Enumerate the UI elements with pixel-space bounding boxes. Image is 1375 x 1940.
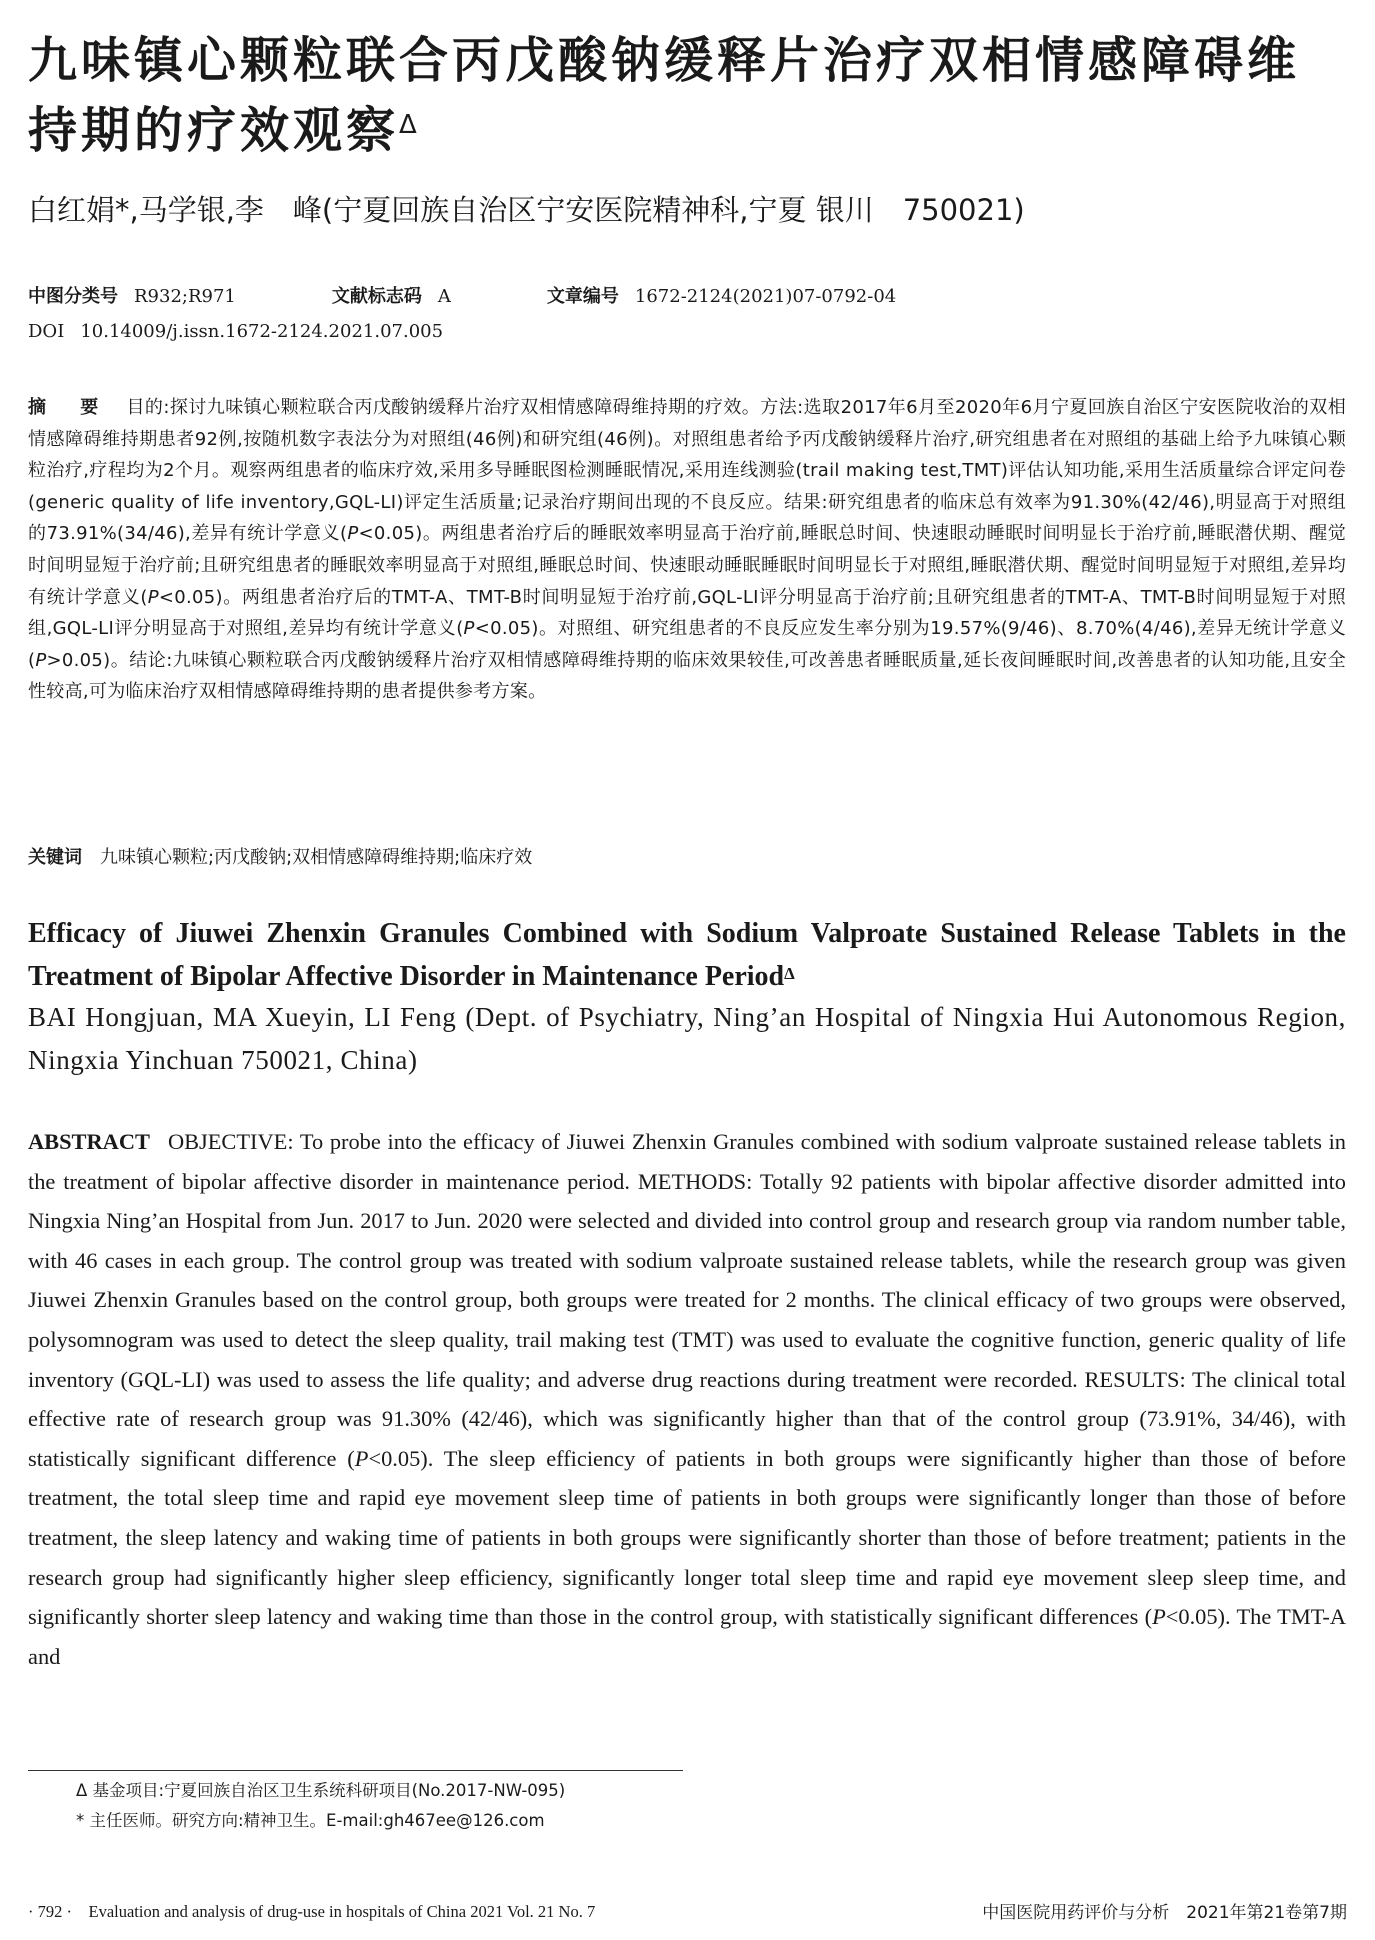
p-symbol: P bbox=[354, 1445, 369, 1471]
p-symbol: P bbox=[35, 649, 47, 671]
clc-label: 中图分类号 bbox=[28, 286, 118, 307]
footnote-divider bbox=[28, 1770, 683, 1771]
english-abstract bbox=[28, 1122, 1346, 1676]
abstract-text: <0.05). The TMT-A and bbox=[28, 1604, 1346, 1669]
english-authors: BAI Hongjuan, MA Xueyin, LI Feng (Dept. of Psychiatry, Ning’an Hospital of Ningxia Hui Autonomous Region, Ningxia Yinchuan 750021, China) bbox=[28, 1002, 1346, 1075]
classification-line bbox=[28, 283, 1348, 311]
english-abstract-label: ABSTRACT bbox=[28, 1129, 150, 1154]
english-title-text: Efficacy of Jiuwei Zhenxin Granules Combined with Sodium Valproate Sustained Release Tablets in the Treatment of Bipolar Affective Disorder in Maintenance Period bbox=[28, 918, 1346, 992]
title-fund-mark: Δ bbox=[399, 110, 421, 140]
article-no-label: 文章编号 bbox=[546, 286, 619, 307]
doi-label: DOI bbox=[28, 321, 65, 342]
doc-code-label: 文献标志码 bbox=[331, 286, 422, 307]
footnote-fund: Δ 基金项目:宁夏回族自治区卫生系统科研项目(No.2017-NW-095) bbox=[76, 1781, 566, 1800]
p-symbol: P bbox=[347, 523, 359, 545]
keywords-label: 关键词 bbox=[28, 847, 82, 868]
p-symbol: P bbox=[1152, 1604, 1166, 1630]
doc-code-value: A bbox=[437, 286, 451, 307]
abstract-text: >0.05)。结论:九味镇心颗粒联合丙戊酸钠缓释片治疗双相情感障碍维持期的临床效果较佳,可改善患者睡眠质量,延长夜间睡眠时间,改善患者的认知功能,且安全性较高,可为临床治疗双相情感障碍维持期的患者提供参考方案。 bbox=[28, 649, 1346, 703]
article-no-value: 1672-2124(2021)07-0792-04 bbox=[634, 286, 897, 307]
abstract-text: <0.05)。对照组、研究组患者的不良反应发生率分别为19.57%(9/46)、8.70%(4/46),差异无统计学意义( bbox=[28, 618, 1346, 671]
abstract-text: OBJECTIVE: To probe into the efficacy of Jiuwei Zhenxin Granules combined with sodium valproate sustained release tablets in the treatment of bipolar affective disorder in maintenance period. METHODS: Totally 92 patients with bipolar affective disorder admitted into Ningxia Ning’an Hospital from Jun. 2017 to Jun. 2020 were selected and divided into control group and research group via random number table, with 46 cases in each group. The control group was treated with sodium valproate sustained release tablets, while the research group was given Jiuwei Zhenxin Granules based on the control group, both groups were treated for 2 months. The clinical efficacy of two groups were observed, polysomnogram was used to detect the sleep quality, trail making test (TMT) was used to evaluate the cognitive function, generic quality of life inventory (GQL-LI) was used to assess the life quality; and adverse drug reactions during treatment were recorded. RESULTS: The clinical total effective rate of research group was 91.30% (42/46), which was significantly higher than that of the control group (73.91%, 34/46), with statistically significant difference ( bbox=[28, 1129, 1346, 1471]
abstract-text: <0.05)。两组患者治疗后的TMT-A、TMT-B时间明显短于治疗前,GQL-LI评分明显高于治疗前;且研究组患者的TMT-A、TMT-B时间明显短于对照组,GQL-LI评分明显高于对照组,差异均有统计学意义( bbox=[28, 586, 1347, 640]
footer-journal-english: · 792 · Evaluation and analysis of drug-use in hospitals of China 2021 Vol. 21 No. 7 bbox=[28, 1902, 596, 1921]
p-symbol: P bbox=[463, 618, 475, 640]
chinese-abstract bbox=[28, 392, 1346, 708]
doi-line bbox=[28, 318, 1348, 346]
chinese-authors: 白红娟*,马学银,李 峰(宁夏回族自治区宁安医院精神科,宁夏 银川 750021) bbox=[28, 193, 1025, 227]
english-title bbox=[28, 912, 1346, 998]
keywords-text: 九味镇心颗粒;丙戊酸钠;双相情感障碍维持期;临床疗效 bbox=[100, 847, 533, 868]
doi-value: 10.14009/j.issn.1672-2124.2021.07.005 bbox=[80, 321, 444, 342]
abstract-text: <0.05). The sleep efficiency of patients in both groups were significantly higher than those of before treatment, the total sleep time and rapid eye movement sleep time of patients in both groups were significantly longer than those of before treatment, the sleep latency and waking time of patients in both groups were significantly shorter than those of before treatment; patients in the research group had significantly higher sleep efficiency, significantly longer total sleep time and rapid eye movement sleep sleep time, and significantly shorter sleep latency and waking time than those in the control group, with statistically significant differences ( bbox=[28, 1445, 1346, 1630]
clc-value: R932;R971 bbox=[134, 286, 236, 307]
footnote-author: * 主任医师。研究方向:精神卫生。E-mail:gh467ee@126.com bbox=[76, 1811, 545, 1830]
abstract-text: <0.05)。两组患者治疗后的睡眠效率明显高于治疗前,睡眠总时间、快速眼动睡眠时间明显长于治疗前,睡眠潜伏期、醒觉时间明显短于治疗前;且研究组患者的睡眠效率明显高于对照组,睡眠总时间、快速眼动睡眠睡眠时间明显长于对照组,睡眠潜伏期、醒觉时间明显短于对照组,差异均有统计学意义( bbox=[28, 523, 1346, 608]
footer-journal-chinese: 中国医院用药评价与分析 2021年第21卷第7期 bbox=[982, 1903, 1347, 1923]
chinese-keywords bbox=[28, 843, 1346, 873]
abstract-text: 目的:探讨九味镇心颗粒联合丙戊酸钠缓释片治疗双相情感障碍维持期的疗效。方法:选取2017年6月至2020年6月宁夏回族自治区宁安医院收治的双相情感障碍维持期患者92例,按随机数字表法分为对照组(46例)和研究组(46例)。对照组患者给予丙戊酸钠缓释片治疗,研究组患者在对照组的基础上给予九味镇心颗粒治疗,疗程均为2个月。观察两组患者的临床疗效,采用多导睡眠图检测睡眠情况,采用连线测验(trail making test,TMT)评估认知功能,采用生活质量综合评定问卷(generic quality of life inventory,GQL-LI)评定生活质量;记录治疗期间出现的不良反应。结果:研究组患者的临床总有效率为91.30%(42/46),明显高于对照组的73.91%(34/46),差异有统计学意义( bbox=[28, 397, 1346, 545]
chinese-title-text: 九味镇心颗粒联合丙戊酸钠缓释片治疗双相情感障碍维持期的疗效观察 bbox=[28, 32, 1301, 159]
chinese-title bbox=[28, 26, 1348, 166]
chinese-abstract-label: 摘 要 bbox=[28, 397, 107, 418]
p-symbol: P bbox=[147, 586, 159, 608]
english-title-fund-mark: Δ bbox=[784, 964, 795, 983]
